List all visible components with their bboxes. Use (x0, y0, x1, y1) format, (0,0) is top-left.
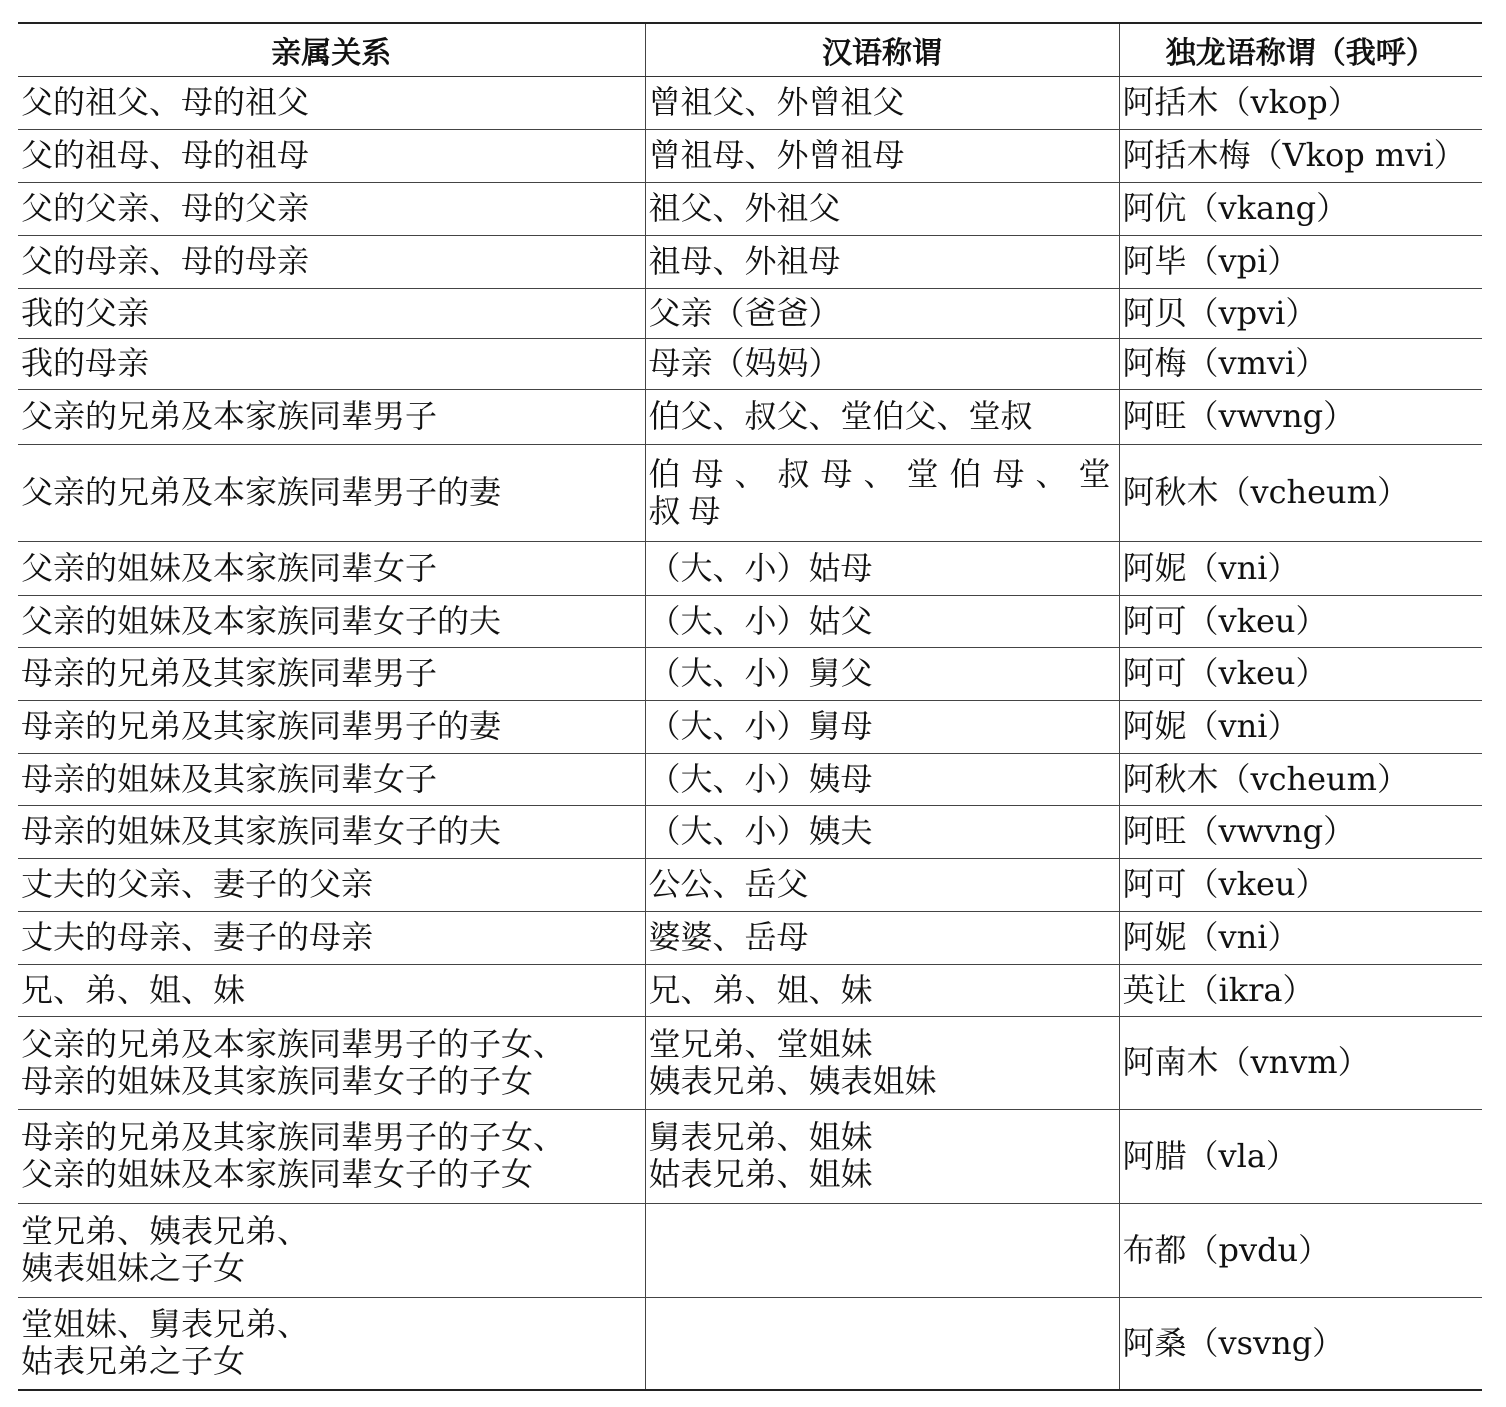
chinese-term-cell: 婆婆、岳母 (645, 911, 1119, 964)
table-row (18, 753, 1482, 805)
dulong-term-cell: 阿桑（vsvng） (1119, 1297, 1482, 1390)
chinese-term-cell: （大、小）舅父 (645, 647, 1119, 700)
dulong-term-cell: 阿可（vkeu） (1119, 595, 1482, 647)
chinese-term-cell: 堂兄弟、堂姐妹 姨表兄弟、姨表姐妹 (645, 1016, 1119, 1109)
header-relationship: 亲属关系 (18, 23, 645, 76)
kinship-table-container (18, 22, 1482, 1391)
relationship-cell: 丈夫的母亲、妻子的母亲 (18, 911, 645, 964)
chinese-term-cell: 祖母、外祖母 (645, 235, 1119, 288)
chinese-term-cell: （大、小）姑父 (645, 595, 1119, 647)
chinese-term-cell: 伯父、叔父、堂伯父、堂叔 (645, 389, 1119, 444)
dulong-term-cell: 阿妮（vni） (1119, 700, 1482, 753)
chinese-term-cell: 父亲（爸爸） (645, 288, 1119, 338)
kinship-terms-table (18, 22, 1482, 1391)
dulong-term-cell: 布都（pvdu） (1119, 1203, 1482, 1297)
table-row (18, 911, 1482, 964)
table-row (18, 444, 1482, 541)
table-row (18, 338, 1482, 389)
relationship-cell: 母亲的姐妹及其家族同辈女子 (18, 753, 645, 805)
dulong-term-cell: 阿妮（vni） (1119, 541, 1482, 595)
chinese-term-cell: 舅表兄弟、姐妹 姑表兄弟、姐妹 (645, 1109, 1119, 1203)
table-row (18, 1297, 1482, 1390)
relationship-cell: 我的母亲 (18, 338, 645, 389)
chinese-term-cell: 公公、岳父 (645, 858, 1119, 911)
table-row (18, 76, 1482, 129)
relationship-cell: 我的父亲 (18, 288, 645, 338)
table-row (18, 700, 1482, 753)
dulong-term-cell: 阿腊（vla） (1119, 1109, 1482, 1203)
relationship-cell: 母亲的兄弟及其家族同辈男子的子女、 父亲的姐妹及本家族同辈女子的子女 (18, 1109, 645, 1203)
chinese-term-cell: 伯母、叔母、堂伯母、堂叔母 (645, 444, 1119, 541)
dulong-term-cell: 英让（ikra） (1119, 964, 1482, 1016)
relationship-cell: 父亲的兄弟及本家族同辈男子的妻 (18, 444, 645, 541)
table-row (18, 1016, 1482, 1109)
relationship-cell: 父亲的姐妹及本家族同辈女子 (18, 541, 645, 595)
table-body (18, 76, 1482, 1390)
dulong-term-cell: 阿括木梅（Vkop mvi） (1119, 129, 1482, 182)
relationship-cell: 母亲的兄弟及其家族同辈男子的妻 (18, 700, 645, 753)
chinese-term-cell: （大、小）舅母 (645, 700, 1119, 753)
header-row (18, 23, 1482, 76)
relationship-cell: 堂兄弟、姨表兄弟、 姨表姐妹之子女 (18, 1203, 645, 1297)
relationship-cell: 父的父亲、母的父亲 (18, 182, 645, 235)
table-row (18, 858, 1482, 911)
chinese-term-cell: 祖父、外祖父 (645, 182, 1119, 235)
relationship-cell: 丈夫的父亲、妻子的父亲 (18, 858, 645, 911)
dulong-term-cell: 阿毕（vpi） (1119, 235, 1482, 288)
table-row (18, 182, 1482, 235)
chinese-term-cell: 曾祖母、外曾祖母 (645, 129, 1119, 182)
table-row (18, 1203, 1482, 1297)
relationship-cell: 堂姐妹、舅表兄弟、 姑表兄弟之子女 (18, 1297, 645, 1390)
relationship-cell: 父亲的兄弟及本家族同辈男子的子女、 母亲的姐妹及其家族同辈女子的子女 (18, 1016, 645, 1109)
relationship-cell: 父的母亲、母的母亲 (18, 235, 645, 288)
table-row (18, 595, 1482, 647)
dulong-term-cell: 阿秋木（vcheum） (1119, 444, 1482, 541)
dulong-term-cell: 阿妮（vni） (1119, 911, 1482, 964)
chinese-term-cell: 兄、弟、姐、妹 (645, 964, 1119, 1016)
relationship-cell: 父的祖母、母的祖母 (18, 129, 645, 182)
table-row (18, 964, 1482, 1016)
relationship-cell: 父亲的兄弟及本家族同辈男子 (18, 389, 645, 444)
dulong-term-cell: 阿可（vkeu） (1119, 858, 1482, 911)
table-row (18, 235, 1482, 288)
dulong-term-cell: 阿可（vkeu） (1119, 647, 1482, 700)
dulong-term-cell: 阿旺（vwvng） (1119, 805, 1482, 858)
dulong-term-cell: 阿伉（vkang） (1119, 182, 1482, 235)
dulong-term-cell: 阿梅（vmvi） (1119, 338, 1482, 389)
table-row (18, 805, 1482, 858)
table-row (18, 647, 1482, 700)
chinese-term-cell: （大、小）姨母 (645, 753, 1119, 805)
table-row (18, 288, 1482, 338)
dulong-term-cell: 阿括木（vkop） (1119, 76, 1482, 129)
dulong-term-cell: 阿贝（vpvi） (1119, 288, 1482, 338)
table-row (18, 541, 1482, 595)
chinese-term-cell: （大、小）姨夫 (645, 805, 1119, 858)
chinese-term-cell: 母亲（妈妈） (645, 338, 1119, 389)
chinese-term-cell: 曾祖父、外曾祖父 (645, 76, 1119, 129)
relationship-cell: 兄、弟、姐、妹 (18, 964, 645, 1016)
relationship-cell: 母亲的姐妹及其家族同辈女子的夫 (18, 805, 645, 858)
relationship-cell: 母亲的兄弟及其家族同辈男子 (18, 647, 645, 700)
table-row (18, 129, 1482, 182)
relationship-cell: 父的祖父、母的祖父 (18, 76, 645, 129)
dulong-term-cell: 阿秋木（vcheum） (1119, 753, 1482, 805)
table-row (18, 1109, 1482, 1203)
chinese-term-cell (645, 1297, 1119, 1390)
dulong-term-cell: 阿旺（vwvng） (1119, 389, 1482, 444)
table-row (18, 389, 1482, 444)
chinese-term-cell (645, 1203, 1119, 1297)
relationship-cell: 父亲的姐妹及本家族同辈女子的夫 (18, 595, 645, 647)
dulong-term-cell: 阿南木（vnvm） (1119, 1016, 1482, 1109)
header-dulong-term: 独龙语称谓（我呼） (1119, 23, 1482, 76)
header-chinese-term: 汉语称谓 (645, 23, 1119, 76)
chinese-term-cell: （大、小）姑母 (645, 541, 1119, 595)
